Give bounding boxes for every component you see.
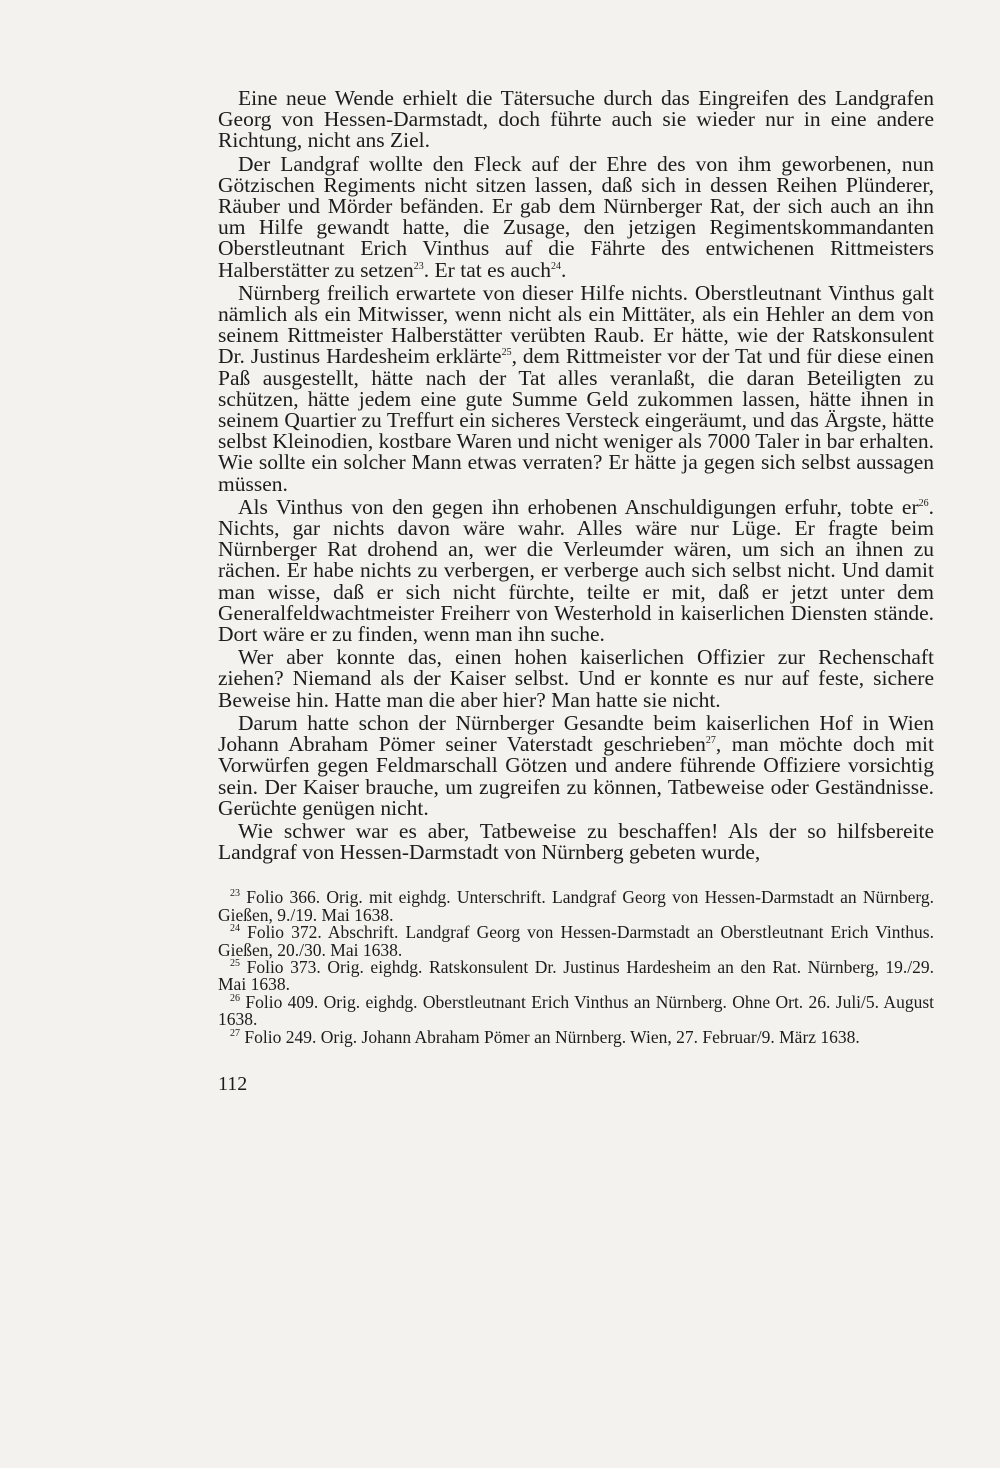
paragraph-text: , dem Rittmeister vor der Tat und für diese einen Paß ausgestellt, hätte nach der Tat alles veranlaßt, die daran Beteiligten zu schützen, hätte jedem eine gute Summe Geld zukommen lassen, hätte ihnen in seinem Quartier zu Treffurt ein sicheres Versteck eingeräumt, und das Ärgste, hätte selbst Kleinodien, kostbare Waren und nicht weniger als 7000 Taler in bar erhalten. Wie sollte ein solcher Mann etwas verraten? Er hätte ja gegen sich selbst aussagen müssen. (218, 344, 935, 496)
footnote-reference: 24 (550, 260, 561, 272)
footnote-number: 24 (230, 923, 240, 935)
paragraph-text: Eine neue Wende erhielt die Tätersuche durch das Eingreifen des Landgrafen Georg von Hessen-Darmstadt, doch führte auch sie wieder nur in eine andere Richtung, nicht ans Ziel. (218, 86, 934, 153)
paragraph-text: Der Landgraf wollte den Fleck auf der Ehre des von ihm geworbenen, nun Götzischen Regiments nicht sitzen lassen, daß sich in dessen Reihen Plünderer, Räuber und Mörder befänden. Er gab dem Nürnberger Rat, der sich auch an ihn um Hilfe gewandt hatte, die Zusage, den jetzigen Regimentskommandanten Oberstleutnant Erich Vinthus auf die Fährte des entwichenen Rittmeisters Halberstätter zu setzen (218, 151, 934, 282)
footnote-text: Folio 409. Orig. eighdg. Oberstleutnant Erich Vinthus an Nürnberg. Ohne Ort. 26. Juli/5. August 1638. (218, 991, 934, 1030)
book-page (218, 88, 934, 1094)
footnote-number: 26 (230, 992, 240, 1004)
footnote-text: Folio 366. Orig. mit eighdg. Unterschrift. Landgraf Georg von Hessen-Darmstadt an Nürnberg. Gießen, 9./19. Mai 1638. (218, 887, 934, 925)
paragraph (218, 88, 934, 152)
footnote (218, 924, 934, 959)
footnote (218, 1026, 934, 1047)
footnote-number: 23 (230, 888, 240, 900)
paragraph-text: Wer aber konnte das, einen hohen kaiserlichen Offizier zur Rechenschaft ziehen? Niemand als der Kaiser selbst. Und er konnte es nur auf feste, sichere Beweise hin. Hatte man die aber hier? Man hatte sie nicht. (218, 645, 934, 712)
footnotes (218, 889, 934, 1046)
paragraph-text: Wie schwer war es aber, Tatbeweise zu beschaffen! Als der so hilfsbereite Landgraf von Hessen-Darmstadt von Nürnberg gebeten wurde, (218, 818, 934, 865)
paragraph-text: . (560, 257, 567, 282)
paragraph (218, 494, 934, 647)
footnote-reference: 26 (918, 497, 929, 509)
page-number: 112 (218, 1072, 248, 1095)
footnote (218, 956, 934, 995)
footnote-reference: 23 (413, 260, 424, 272)
paragraph-text: Als Vinthus von den gegen ihn erhobenen Anschuldigungen erfuhr, tobte er (238, 494, 919, 519)
paragraph-text: . Nichts, gar nichts davon wäre wahr. Alles wäre nur Lüge. Er fragte beim Nürnberger Rat drohend an, wer die Verleumder wären, um sich an ihnen zu rächen. Er habe nichts zu verbergen, er verberge auch sich selbst nicht. Und damit man wisse, daß er sich nicht fürchte, teilte er mit, daß er jetzt unter dem Generalfeldwachtmeister Freiherr von Westerhold in kaiserlichen Diensten stände. Dort wäre er zu finden, wenn man ihn suche. (218, 494, 934, 647)
paragraph-text: . Er tat es auch (423, 257, 551, 282)
paragraph-text: Nürnberg freilich erwartete von dieser Hilfe nichts. Oberstleutnant Vinthus galt nämlich als ein Mitwisser, wenn nicht als ein Mittäter, als ein Hehler an dem von seinem Rittmeister Halberstätter verübten Raub. Er hätte, wie der Ratskonsulent Dr. Justinus Hardesheim erklärte (218, 280, 934, 369)
footnote-reference: 25 (501, 347, 512, 359)
footnote (218, 991, 934, 1030)
paragraph (218, 647, 934, 711)
footnote-text: Folio 372. Abschrift. Landgraf Georg von Hessen-Darmstadt an Oberstleutnant Erich Vinthus. Gießen, 20./30. Mai 1638. (218, 922, 934, 960)
paragraph-text: Darum hatte schon der Nürnberger Gesandte beim kaiserlichen Hof in Wien Johann Abraham Pömer seiner Vaterstadt geschrieben (218, 710, 934, 757)
paragraph (218, 151, 934, 282)
body-text (218, 88, 934, 863)
paragraph-text: , man möchte doch mit Vorwürfen gegen Feldmarschall Götzen und andere führende Offiziere vorsichtig sein. Der Kaiser brauche, um zugreifen zu können, Tatbeweise oder Geständnisse. Gerüchte genügen nicht. (218, 732, 934, 820)
footnote-text: Folio 249. Orig. Johann Abraham Pömer an Nürnberg. Wien, 27. Februar/9. März 1638. (240, 1026, 860, 1047)
footnote-number: 25 (230, 958, 240, 970)
footnote-number: 27 (230, 1027, 240, 1039)
footnote (218, 889, 934, 924)
paragraph (218, 818, 934, 865)
footnote-text: Folio 373. Orig. eighdg. Ratskonsulent Dr. Justinus Hardesheim an den Rat. Nürnberg, 19./29. Mai 1638. (218, 956, 934, 995)
footnote-reference: 27 (705, 734, 716, 746)
paragraph (218, 710, 934, 820)
paragraph (218, 280, 935, 496)
